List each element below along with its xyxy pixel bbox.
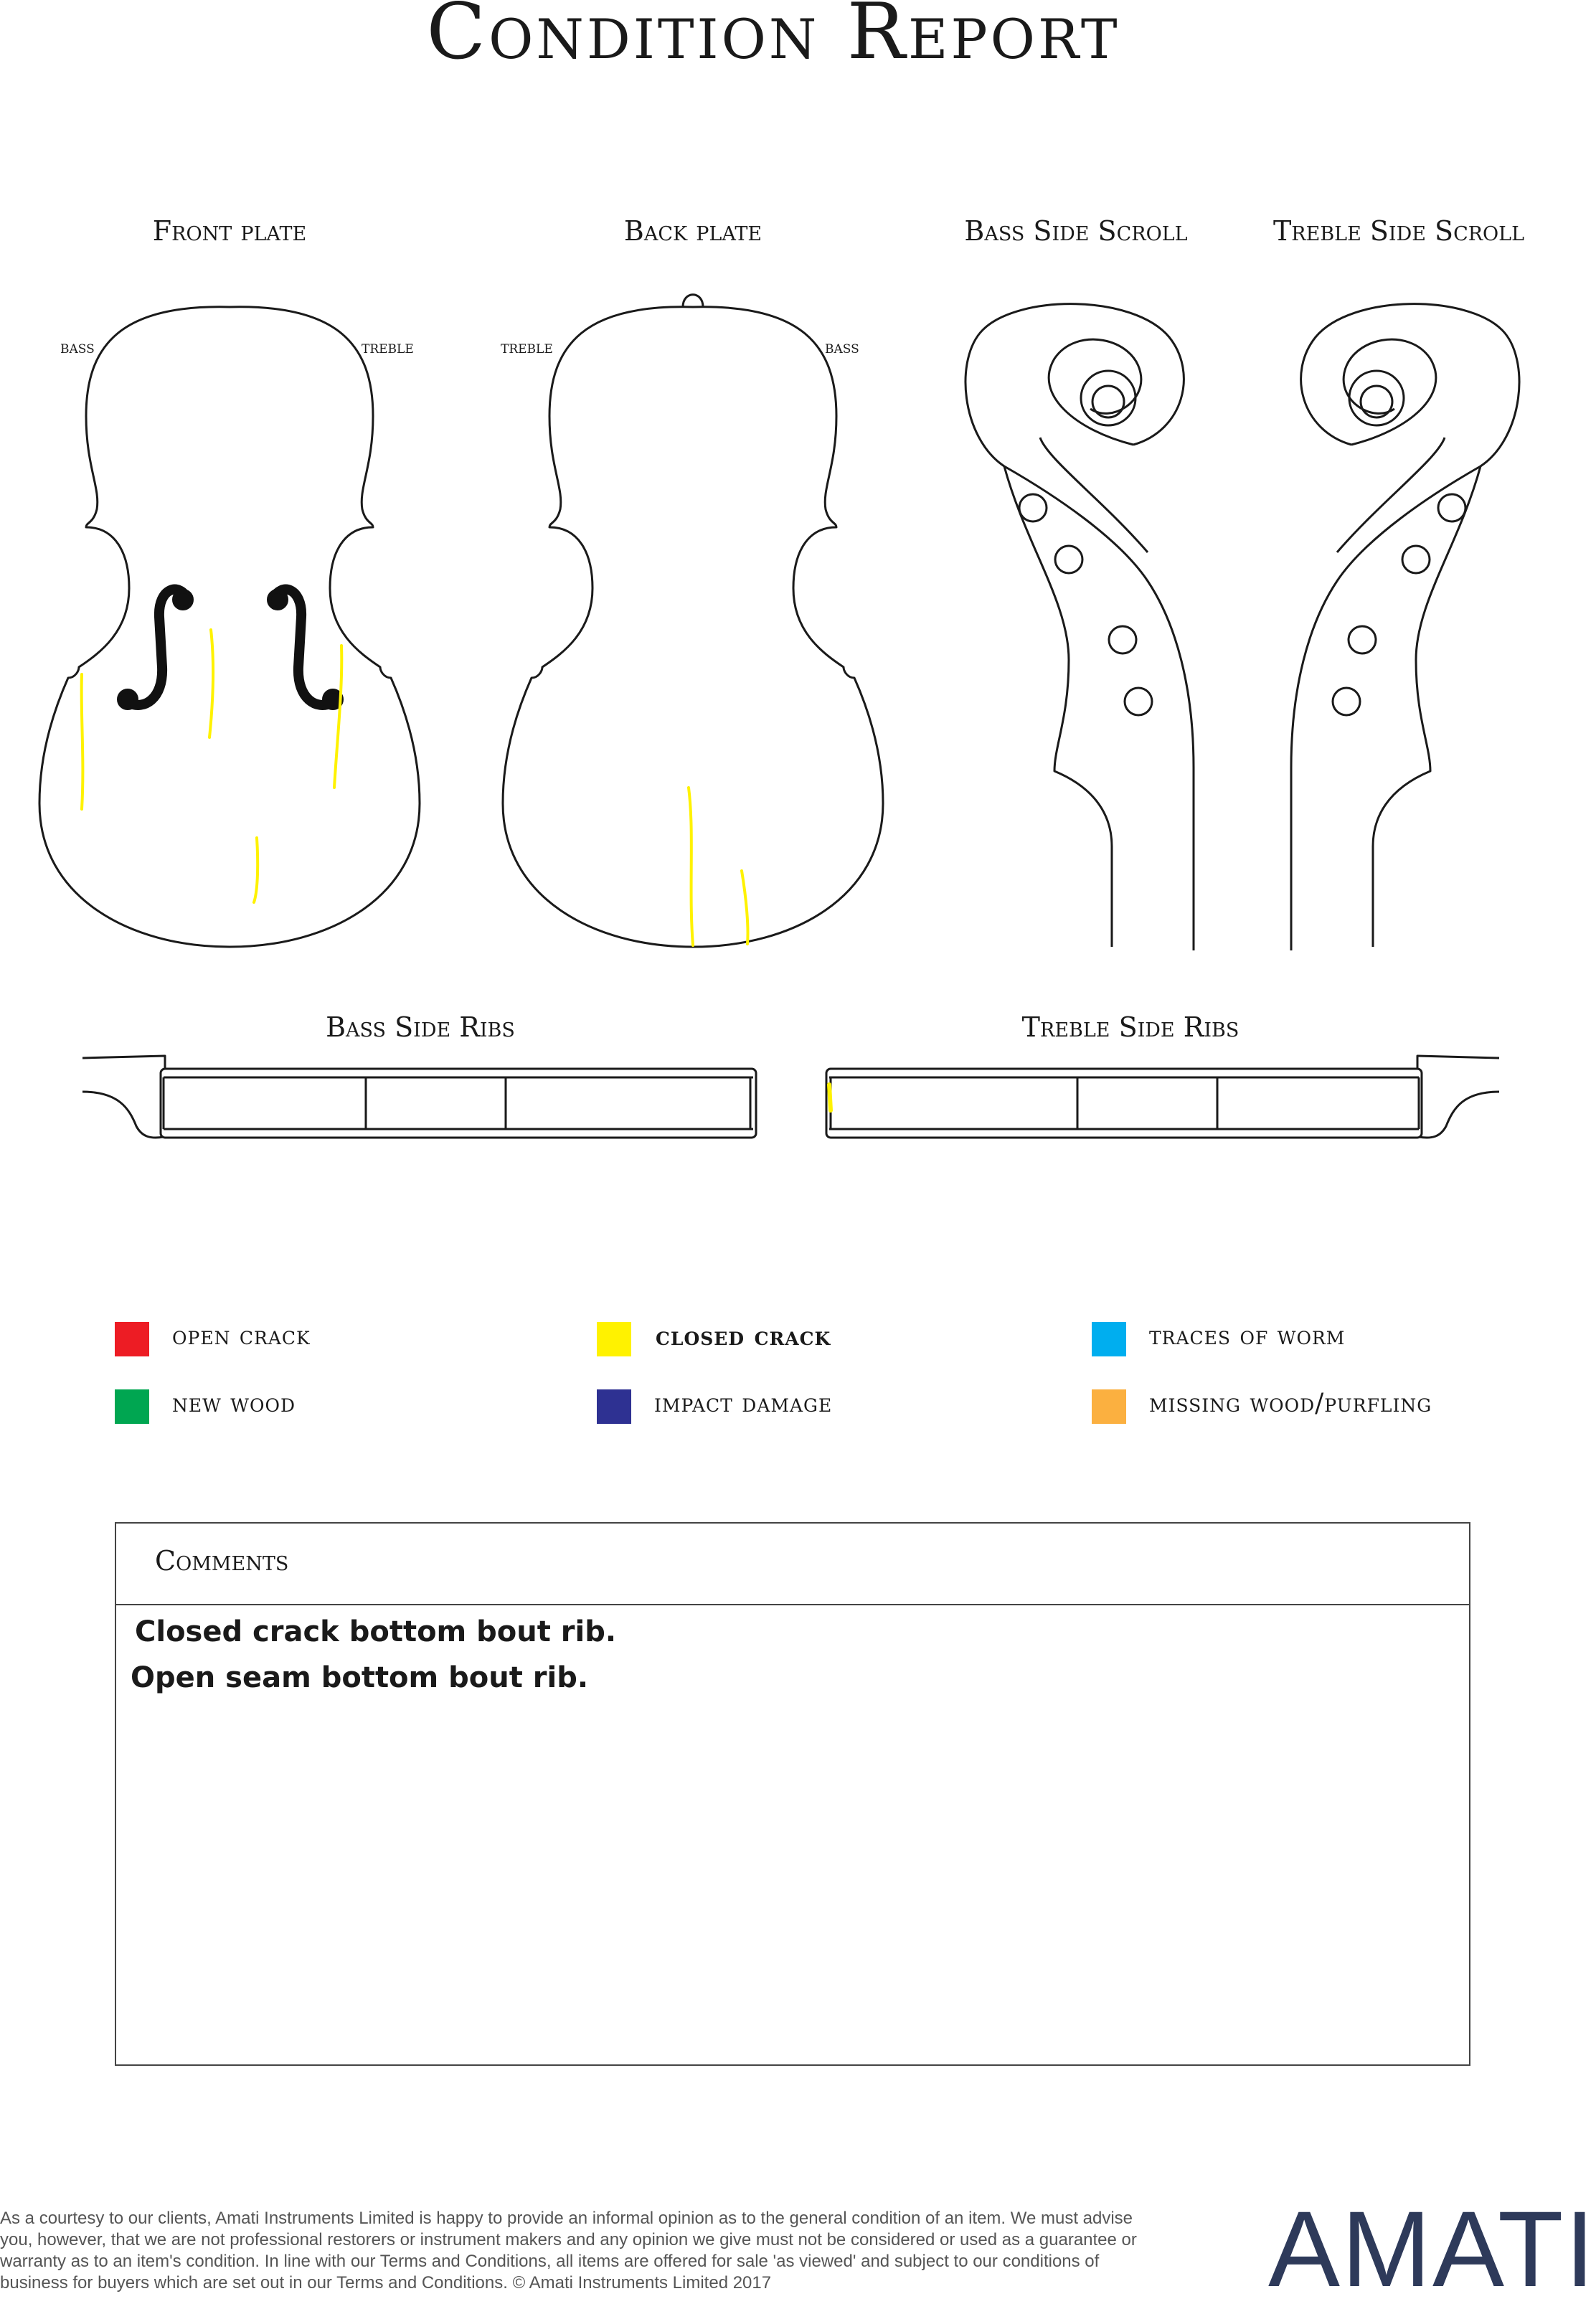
crack-mark [742,871,748,944]
back-treble-side-label: treble [501,337,553,357]
bass-rib-strip [161,1069,756,1138]
comment-line-1: Closed crack bottom bout rib. [135,1615,617,1648]
back-button [683,295,703,307]
disclaimer-text: As a courtesy to our clients, Amati Instruments Limited is happy to provide an informal opinion as to the general condition of an item. We must advise you, however, that we are not professional restorers or instrument makers and any opinion we give must not be considered or used as a guarantee or warranty as to an item's condition. In line with our Terms and Conditions, all items are offered for sale 'as viewed' and subject to our conditions of business for buyers which are set out in our Terms and Conditions. © Amati Instruments Limited 2017 [0,2209,1137,2293]
treble-side-ribs-label: Treble Side Ribs [1021,1011,1240,1043]
front-treble-side-label: treble [362,337,414,357]
bass-side-scroll-label: Bass Side Scroll [964,215,1188,247]
legend-swatch-impact-damage [597,1389,631,1424]
bass-side-ribs-label: Bass Side Ribs [326,1011,515,1043]
front-plate-label: Front plate [152,215,307,247]
legend-swatch-open-crack [115,1322,149,1356]
legend-label-traces-of-worm: traces of worm [1149,1321,1346,1351]
closed-crack-markings [82,630,831,1110]
treble-rib-strip [826,1069,1422,1138]
comments-header [116,1524,1469,1605]
page-title: Condition Report [426,0,1120,77]
crack-mark [209,630,213,737]
legend-swatch-traces-of-worm [1092,1322,1126,1356]
back-plate-label: Back plate [623,215,762,247]
amati-logo: AMATI [1268,2188,1596,2309]
back-plate-outline [503,307,883,947]
treble-scroll-outline [1291,304,1519,950]
treble-rib-block [1417,1056,1499,1138]
treble-side-scroll-label: Treble Side Scroll [1272,215,1525,247]
comments-box [115,1522,1470,2066]
crack-mark [689,788,693,945]
legend-swatch-closed-crack [597,1322,631,1356]
legend-label-closed-crack: closed crack [656,1321,831,1351]
comments-title: Comments [155,1545,289,1577]
front-bass-side-label: bass [60,337,95,357]
crack-mark [334,646,341,788]
comment-line-2: Open seam bottom bout rib. [131,1661,589,1694]
crack-mark [254,838,258,902]
legend-label-impact-damage: impact damage [654,1389,833,1418]
bass-scroll-outline [965,304,1194,950]
back-bass-side-label: bass [825,337,859,357]
legend-label-missing-wood: missing wood/purfling [1149,1389,1432,1418]
bass-rib-block [82,1056,165,1138]
legend-swatch-missing-wood [1092,1389,1126,1424]
crack-mark [82,674,83,809]
front-plate-outline [39,307,420,947]
instrument-diagram [0,0,1547,1176]
legend-swatch-new-wood [115,1389,149,1424]
legend-label-open-crack: open crack [172,1321,311,1351]
crack-mark [829,1085,831,1110]
legend-label-new-wood: new wood [172,1389,296,1418]
